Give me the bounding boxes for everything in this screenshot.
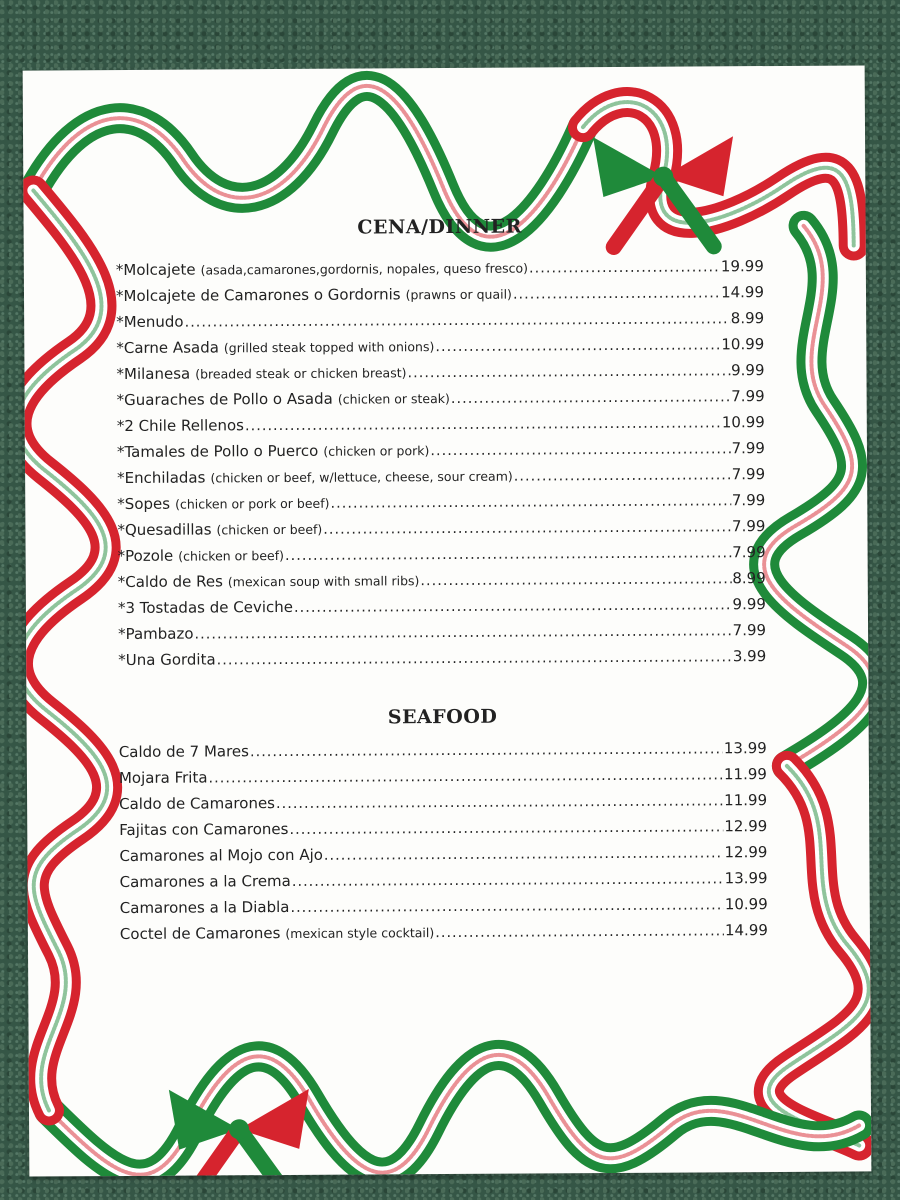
menu-item-price: 14.99 — [720, 283, 765, 302]
menu-item-name: Caldo de 7 Mares — [118, 742, 250, 762]
dot-leader — [330, 489, 731, 516]
menu-item-price: 11.99 — [723, 765, 767, 784]
menu-item-name: Camarones a la Crema — [119, 871, 291, 892]
menu-item-name: Caldo de Camarones — [119, 794, 276, 814]
menu-item — [117, 462, 765, 492]
dot-leader — [324, 841, 724, 868]
dot-leader — [250, 737, 723, 765]
menu-item-name: *Carne Asada — [116, 338, 219, 358]
menu-item-price: 13.99 — [724, 869, 768, 888]
menu-item — [117, 488, 765, 518]
menu-item-price: 7.99 — [731, 439, 766, 458]
menu-item-description: (grilled steak topped with onions) — [223, 339, 435, 356]
menu-item — [119, 840, 767, 870]
menu-item-name: *Caldo de Res — [117, 572, 223, 592]
menu-item-name: *Tamales de Pollo o Puerco — [116, 441, 319, 462]
menu-item — [118, 566, 766, 596]
menu-item-price: 12.99 — [724, 817, 768, 836]
menu-item — [120, 892, 768, 922]
menu-item — [118, 540, 766, 570]
dot-leader — [529, 255, 720, 281]
menu-item-description: (chicken or pork) — [323, 443, 430, 459]
menu-item — [117, 514, 765, 544]
menu-item-description: (chicken or steak) — [337, 390, 450, 407]
menu-item-price: 7.99 — [732, 543, 766, 562]
menu-item — [116, 306, 764, 336]
menu-item-price: 19.99 — [720, 257, 764, 276]
menu-item-name: *Milanesa — [116, 364, 191, 384]
dot-leader — [323, 515, 731, 542]
menu-item-name: Coctel de Camarones — [119, 924, 281, 944]
menu-item-price: 13.99 — [723, 739, 767, 758]
menu-content — [116, 214, 768, 948]
menu-item-name: *Molcajete de Camarones o Gordornis — [115, 285, 401, 306]
menu-item-description: (chicken or beef) — [178, 547, 285, 564]
menu-item — [119, 814, 767, 844]
dot-leader — [430, 437, 730, 464]
menu-item-name: *Molcajete — [115, 260, 196, 280]
menu-item — [116, 280, 764, 310]
menu-item-name: *Una Gordita — [118, 650, 216, 670]
menu-item — [119, 762, 767, 792]
menu-item-price: 12.99 — [724, 843, 768, 862]
menu-item — [117, 410, 765, 440]
menu-item-name: Camarones a la Diabla — [119, 897, 290, 918]
menu-item-price: 11.99 — [724, 791, 768, 810]
menu-item-price: 9.99 — [732, 595, 766, 614]
menu-item-price: 7.99 — [731, 491, 766, 510]
ribbon-bow — [169, 1089, 310, 1177]
dot-leader — [420, 567, 731, 594]
dot-leader — [245, 411, 721, 439]
dot-leader — [285, 541, 731, 569]
menu-item — [117, 436, 765, 466]
menu-item-description: (mexican style cocktail) — [285, 925, 435, 941]
menu-item — [119, 736, 767, 766]
menu-item — [119, 788, 767, 818]
dot-leader — [194, 619, 731, 647]
seafood-heading: SEAFOOD — [387, 705, 498, 729]
dot-leader — [289, 815, 723, 843]
menu-sheet — [23, 65, 872, 1176]
menu-item-price: 7.99 — [731, 517, 766, 536]
menu-item-description: (asada,camarones,gordornis, nopales, queso fresco) — [200, 260, 529, 278]
seafood-list — [119, 736, 768, 948]
menu-item — [117, 384, 765, 414]
menu-item — [116, 332, 764, 362]
dot-leader — [407, 359, 730, 386]
menu-item-price: 7.99 — [731, 387, 765, 406]
dot-leader — [294, 593, 732, 621]
dinner-heading: CENA/DINNER — [357, 215, 522, 239]
dot-leader — [451, 385, 731, 412]
menu-item-description: (prawns or quail) — [405, 286, 512, 303]
menu-item-name: *Menudo — [116, 312, 184, 332]
menu-item-price: 10.99 — [724, 895, 768, 914]
menu-item-name: *Sopes — [117, 494, 171, 514]
menu-item-price: 10.99 — [721, 335, 765, 354]
menu-item-name: *3 Tostadas de Ceviche — [117, 597, 294, 618]
menu-item-name: *Pambazo — [118, 624, 194, 644]
menu-item-price: 9.99 — [731, 361, 765, 380]
menu-item-price: 7.99 — [732, 621, 767, 640]
menu-item-name: Fajitas con Camarones — [119, 819, 289, 840]
menu-item-name: *Quesadillas — [117, 520, 212, 540]
menu-item-description: (breaded steak or chicken breast) — [195, 365, 407, 382]
menu-item-name: *Enchiladas — [117, 468, 206, 488]
menu-item-price: 7.99 — [731, 465, 766, 484]
menu-item — [116, 254, 764, 284]
dot-leader — [208, 763, 723, 791]
menu-item-price: 10.99 — [721, 413, 765, 432]
menu-item-description: (chicken or beef, w/lettuce, cheese, sour cream) — [210, 468, 513, 486]
menu-item — [118, 618, 766, 648]
menu-item-price: 8.99 — [730, 309, 765, 328]
menu-item-name: Camarones al Mojo con Ajo — [119, 845, 323, 866]
menu-item-description: (chicken or beef) — [216, 521, 323, 538]
dot-leader — [276, 789, 723, 817]
menu-item — [118, 592, 766, 622]
menu-item-price: 14.99 — [724, 921, 768, 940]
menu-item — [120, 918, 768, 948]
dot-leader — [435, 333, 720, 360]
dot-leader — [514, 463, 731, 489]
menu-item-name: *2 Chile Rellenos — [116, 416, 245, 436]
dot-leader — [513, 281, 720, 307]
menu-item-name: *Pozole — [117, 546, 174, 566]
menu-item-name: Mojara Frita — [118, 768, 208, 788]
dot-leader — [217, 645, 732, 673]
dot-leader — [184, 307, 729, 335]
menu-item-description: (chicken or pork or beef) — [175, 495, 330, 512]
menu-item — [118, 644, 766, 674]
dot-leader — [292, 867, 724, 895]
menu-item-price: 8.99 — [732, 569, 766, 588]
menu-item-description: (mexican soup with small ribs) — [227, 573, 420, 590]
dinner-list — [116, 254, 767, 674]
menu-item-price: 3.99 — [732, 647, 767, 666]
menu-item — [116, 358, 764, 388]
menu-item-name: *Guaraches de Pollo o Asada — [116, 389, 333, 410]
menu-item — [120, 866, 768, 896]
dot-leader — [290, 893, 724, 921]
dot-leader — [435, 919, 724, 946]
